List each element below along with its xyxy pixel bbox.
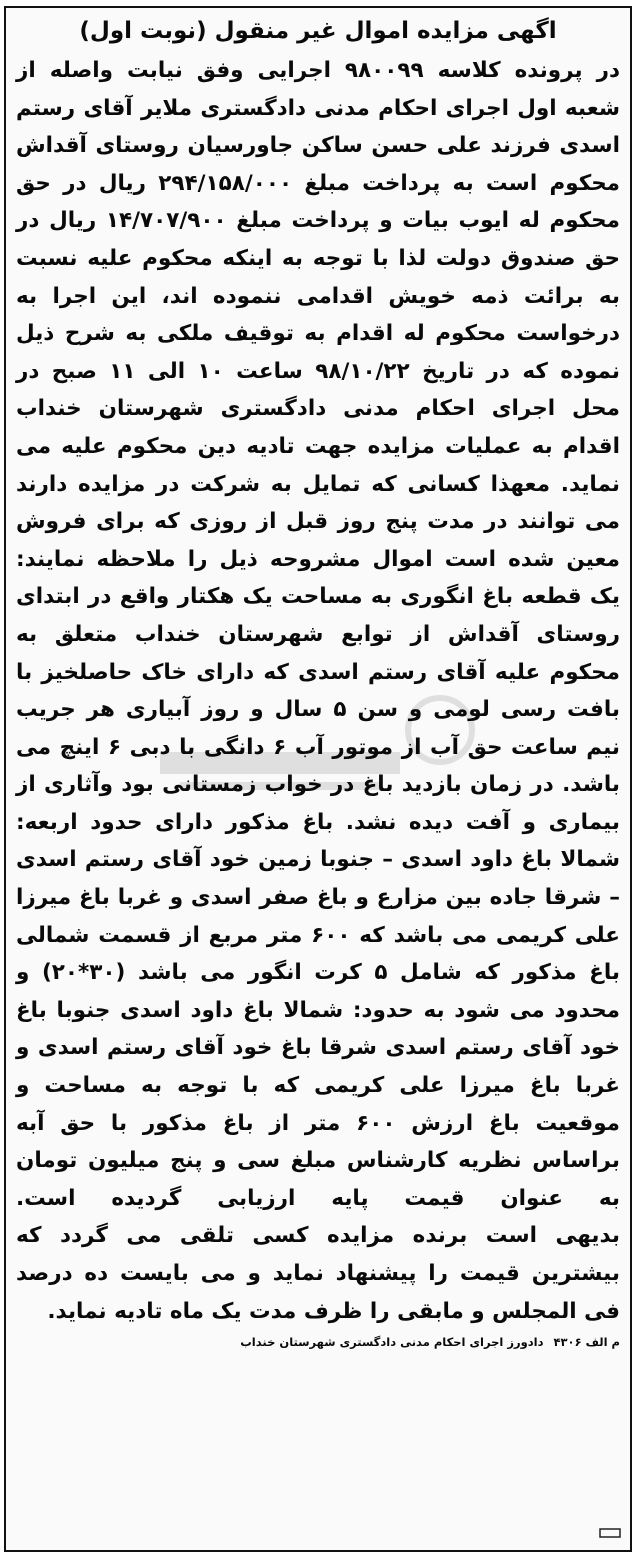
corner-mark-icon [598, 1526, 624, 1540]
notice-intro: در پرونده کلاسه ۹۸۰۰۹۹ اجرایی وفق نیابت واصله از شعبه اول اجرای احکام مدنی دادگستری ملایر آقای رستم اسدی فرزند علی حسن ساکن جاورسیان روستای آقداش محکوم است به پرداخت مبلغ ۲۹۴/۱۵۸/۰۰۰ ریال در حق محکوم له ایوب بیات و پرداخت مبلغ ۱۴/۷۰۷/۹۰۰ ریال در حق صندوق دولت لذا با توجه به اینکه محکوم علیه نسبت به برائت ذمه خویش اقدامی ننموده اند، این اجرا به درخواست محکوم له اقدام به توقیف ملکی به شرح ذیل نموده که در تاریخ ۹۸/۱۰/۲۲ ساعت ۱۰ الی ۱۱ صبح در محل اجرای احکام مدنی دادگستری شهرستان خنداب اقدام به عملیات مزایده جهت تادیه دین محکوم علیه می نماید. معهذا کسانی که تمایل به شرکت در مزایده دارند می توانند در مدت پنج روز قبل از روزی که برای فروش معین شده است اموال مشروحه ذیل را ملاحظه نمایند: [16, 58, 620, 572]
notice-footer [16, 1334, 620, 1350]
auction-notice [4, 6, 632, 1552]
auction-terms: بدیهی است برنده مزایده کسی تلقی می گردد که بیشترین قیمت را پیشنهاد نماید و می بایست ده درصد فی المجلس و مابقی را ظرف مدت یک ماه تادیه نماید. [16, 1223, 620, 1324]
property-description: یک قطعه باغ انگوری به مساحت یک هکتار واقع در ابتدای روستای آقداش از توابع شهرستان خنداب متعلق به محکوم علیه آقای رستم اسدی که دارای خاک حاصلخیز با بافت رسی لومی و سن ۵ سال و روز آبیاری هر جریب نیم ساعت حق آب از موتور آب ۶ دانگی با دبی ۶ اینچ می باشد. در زمان بازدید باغ در خواب زمستانی بود وآثاری از بیماری و آفت دیده نشد. باغ مذکور دارای حدود اربعه: شمالا باغ داود اسدی – جنوبا زمین خود آقای رستم اسدی – شرقا جاده بین مزارع و باغ صفر اسدی و غربا باغ میرزا علی کریمی می باشد که ۶۰۰ متر مربع از قسمت شمالی باغ مذکور که شامل ۵ کرت انگور می باشد (۳۰*۲۰) و محدود می شود به حدود: شمالا باغ داود اسدی جنوبا باغ خود آقای رستم اسدی شرقا باغ خود آقای رستم اسدی و غربا باغ میرزا علی کریمی که با توجه به مساحت و موقعیت باغ ارزش ۶۰۰ متر از باغ مذکور با حق آبه براساس نظریه کارشناس مبلغ سی و پنج میلیون تومان به عنوان قیمت پایه ارزیابی گردیده است. [16, 584, 620, 1211]
footer-signature: دادورز اجرای احکام مدنی دادگستری شهرستان خنداب [240, 1335, 544, 1350]
notice-title: اگهی مزایده اموال غیر منقول (نوبت اول) [79, 18, 557, 44]
footer-reference: م الف ۴۳۰۶ [553, 1335, 620, 1350]
